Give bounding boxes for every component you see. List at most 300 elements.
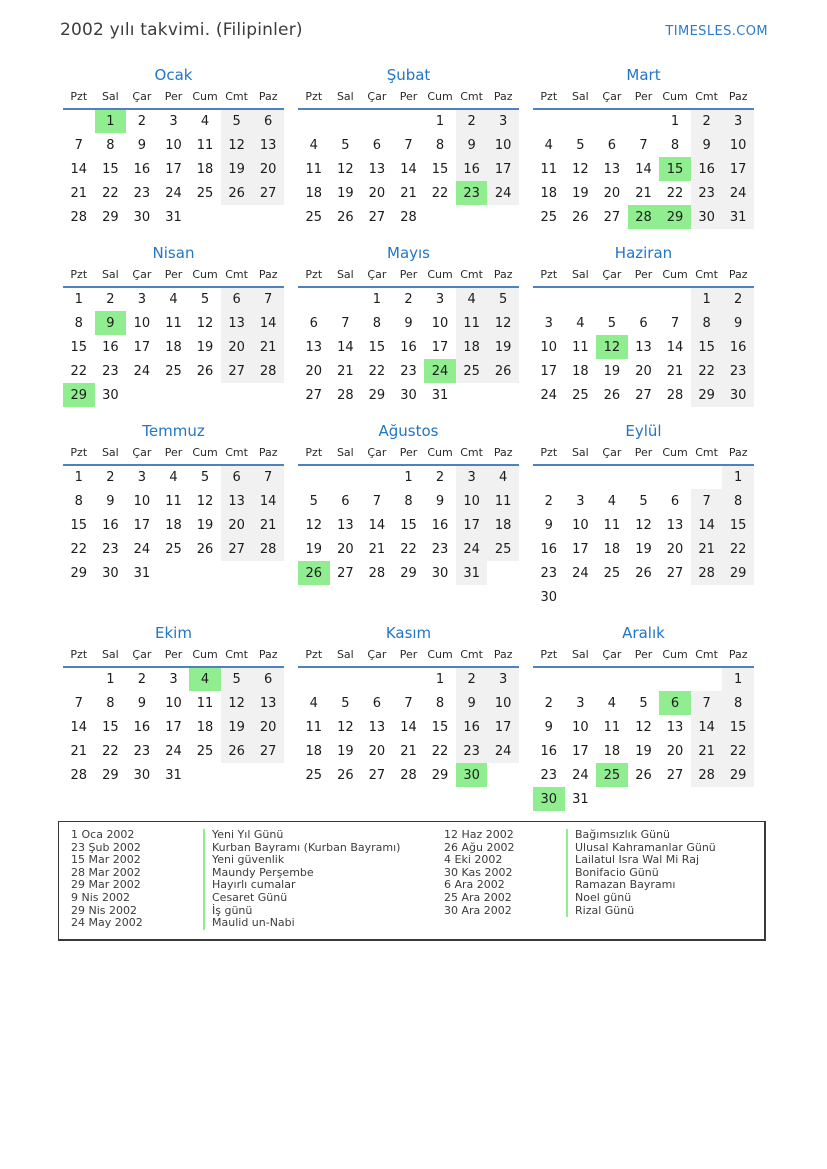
day-cell: 5 — [341, 137, 350, 153]
day-cell: 13 — [221, 311, 253, 335]
weekday-header: Cmt — [691, 268, 723, 287]
empty-cell — [252, 383, 284, 407]
day-cell: 29 — [63, 383, 95, 407]
day-cell: 13 — [603, 161, 621, 177]
day-cell: 24 — [165, 185, 182, 201]
weekday-header: Çar — [596, 90, 628, 109]
empty-cell — [158, 561, 190, 585]
day-cell: 29 — [400, 565, 417, 581]
month-ekim — [63, 624, 284, 787]
day-cell: 13 — [666, 517, 684, 533]
day-cell: 26 — [337, 209, 354, 225]
month-ağustos — [298, 422, 519, 585]
day-cell: 8 — [106, 695, 115, 711]
day-cell: 14 — [691, 513, 723, 537]
holiday-name: Lailatul Isra Wal Mi Raj — [566, 854, 699, 867]
day-cell: 18 — [603, 743, 621, 759]
day-cell: 12 — [572, 161, 589, 177]
day-cell: 28 — [691, 763, 723, 787]
weekday-header: Çar — [361, 446, 393, 465]
weekday-header: Paz — [252, 446, 284, 465]
month-title: Aralık — [622, 624, 665, 642]
day-cell: 16 — [102, 517, 119, 533]
empty-cell — [565, 585, 597, 609]
day-cell: 14 — [70, 161, 88, 177]
day-cell: 17 — [722, 157, 754, 181]
day-cell: 23 — [431, 541, 449, 557]
empty-cell — [487, 383, 519, 407]
holiday-date: 4 Eki 2002 — [444, 853, 503, 867]
month-title: Eylül — [625, 422, 662, 440]
day-cell: 30 — [691, 205, 723, 229]
day-cell: 24 — [456, 537, 488, 561]
day-cell: 25 — [196, 743, 214, 759]
month-şubat — [298, 66, 519, 229]
day-cell: 25 — [540, 209, 558, 225]
day-cell: 30 — [102, 565, 119, 581]
empty-cell — [330, 109, 362, 133]
site-link[interactable]: TIMESLES.COM — [665, 24, 768, 39]
day-cell: 6 — [341, 493, 350, 509]
day-cell: 16 — [722, 335, 754, 359]
empty-cell — [628, 287, 660, 311]
holiday-row — [444, 905, 716, 918]
day-cell: 5 — [639, 695, 648, 711]
day-cell: 24 — [424, 359, 456, 383]
day-cell: 6 — [252, 667, 284, 691]
day-cell: 5 — [221, 667, 253, 691]
weekday-header: Cmt — [221, 90, 253, 109]
day-cell: 12 — [635, 719, 652, 735]
day-cell: 26 — [221, 181, 253, 205]
day-cell: 9 — [106, 493, 115, 509]
day-cell: 31 — [722, 205, 754, 229]
day-cell: 18 — [305, 743, 323, 759]
day-cell: 18 — [456, 335, 488, 359]
day-cell: 17 — [572, 743, 589, 759]
day-cell: 25 — [305, 767, 323, 783]
empty-cell — [456, 383, 488, 407]
month-grid — [298, 446, 519, 585]
holiday-row — [71, 829, 444, 842]
month-kasım — [298, 624, 519, 787]
day-cell: 20 — [368, 185, 386, 201]
weekday-header: Cum — [189, 446, 221, 465]
day-cell: 27 — [252, 181, 284, 205]
day-cell: 16 — [102, 339, 119, 355]
day-cell: 4 — [576, 315, 585, 331]
day-cell: 9 — [435, 493, 445, 509]
day-cell: 10 — [487, 133, 519, 157]
day-cell: 2 — [544, 493, 553, 509]
weekday-header: Per — [158, 648, 190, 667]
month-title: Ekim — [155, 624, 192, 642]
month-grid — [63, 446, 284, 585]
day-cell: 14 — [635, 161, 652, 177]
empty-cell — [361, 109, 393, 133]
day-cell: 2 — [137, 114, 147, 129]
empty-cell — [659, 465, 691, 489]
day-cell: 28 — [691, 561, 723, 585]
day-cell: 4 — [487, 465, 519, 489]
weekday-header: Per — [628, 446, 660, 465]
day-cell: 12 — [221, 691, 253, 715]
day-cell: 15 — [102, 161, 119, 177]
day-cell: 26 — [196, 541, 214, 557]
weekday-header: Cmt — [691, 446, 723, 465]
empty-cell — [659, 787, 691, 811]
month-title: Şubat — [386, 66, 431, 84]
weekday-header: Cum — [424, 648, 456, 667]
month-title: Kasım — [385, 624, 432, 642]
day-cell: 28 — [400, 209, 417, 225]
day-cell: 6 — [372, 695, 382, 711]
empty-cell — [628, 667, 660, 691]
day-cell: 12 — [196, 315, 214, 331]
holiday-name: Yeni güvenlik — [203, 854, 284, 867]
day-cell: 12 — [337, 161, 354, 177]
empty-cell — [252, 561, 284, 585]
day-cell: 18 — [487, 513, 519, 537]
day-cell: 20 — [666, 541, 684, 557]
day-cell: 8 — [435, 695, 445, 711]
day-cell: 3 — [435, 292, 445, 307]
day-cell: 28 — [337, 387, 354, 403]
empty-cell — [221, 383, 253, 407]
weekday-header: Per — [393, 648, 425, 667]
day-cell: 24 — [572, 565, 589, 581]
empty-cell — [126, 383, 158, 407]
weekday-header: Sal — [95, 648, 127, 667]
day-cell: 9 — [544, 719, 553, 735]
day-cell: 31 — [456, 561, 488, 585]
day-cell: 9 — [404, 315, 413, 331]
month-temmuz — [63, 422, 284, 585]
day-cell: 17 — [540, 363, 558, 379]
weekday-header: Paz — [252, 648, 284, 667]
day-cell: 16 — [540, 541, 558, 557]
day-cell: 1 — [691, 287, 723, 311]
weekday-header: Sal — [95, 90, 127, 109]
month-ocak — [63, 66, 284, 229]
day-cell: 8 — [691, 311, 723, 335]
day-cell: 18 — [540, 185, 558, 201]
day-cell: 1 — [404, 470, 413, 485]
weekday-header: Per — [158, 90, 190, 109]
day-cell: 29 — [722, 763, 754, 787]
day-cell: 6 — [309, 315, 318, 331]
day-cell: 23 — [456, 739, 488, 763]
day-cell: 14 — [400, 161, 417, 177]
day-cell: 4 — [456, 287, 488, 311]
day-cell: 7 — [670, 315, 680, 331]
day-cell: 2 — [106, 470, 115, 485]
day-cell: 1 — [722, 465, 754, 489]
day-cell: 3 — [722, 109, 754, 133]
month-title: Ağustos — [378, 422, 439, 440]
day-cell: 27 — [635, 387, 652, 403]
day-cell: 2 — [435, 470, 445, 485]
legend-group — [71, 829, 444, 930]
day-cell: 10 — [133, 315, 151, 331]
day-cell: 31 — [165, 767, 182, 783]
day-cell: 3 — [487, 109, 519, 133]
day-cell: 15 — [368, 339, 386, 355]
day-cell: 22 — [431, 185, 449, 201]
weekday-header: Sal — [330, 648, 362, 667]
day-cell: 10 — [572, 719, 589, 735]
weekday-header: Per — [393, 90, 425, 109]
holiday-row — [71, 917, 444, 930]
weekday-header: Cmt — [456, 446, 488, 465]
holiday-date: 1 Oca 2002 — [71, 828, 135, 841]
day-cell: 31 — [165, 209, 182, 225]
day-cell: 21 — [252, 513, 284, 537]
weekday-header: Paz — [722, 446, 754, 465]
day-cell: 20 — [221, 513, 253, 537]
day-cell: 5 — [200, 470, 210, 485]
empty-cell — [298, 667, 330, 691]
day-cell: 13 — [305, 339, 323, 355]
month-grid — [298, 648, 519, 787]
day-cell: 31 — [133, 565, 151, 581]
day-cell: 27 — [252, 739, 284, 763]
day-cell: 18 — [603, 541, 621, 557]
day-cell: 22 — [722, 537, 754, 561]
month-nisan — [63, 244, 284, 407]
empty-cell — [393, 667, 425, 691]
empty-cell — [628, 585, 660, 609]
day-cell: 4 — [309, 695, 318, 711]
day-cell: 6 — [639, 315, 648, 331]
day-cell: 13 — [635, 339, 652, 355]
day-cell: 15 — [102, 719, 119, 735]
empty-cell — [565, 667, 597, 691]
day-cell: 25 — [165, 541, 182, 557]
day-cell: 15 — [431, 719, 449, 735]
weekday-header: Cmt — [456, 648, 488, 667]
day-cell: 9 — [722, 311, 754, 335]
holiday-name: Hayırlı cumalar — [203, 879, 296, 892]
day-cell: 15 — [431, 161, 449, 177]
day-cell: 19 — [305, 541, 323, 557]
day-cell: 15 — [691, 335, 723, 359]
month-grid — [533, 446, 754, 609]
holiday-row — [71, 854, 444, 867]
weekday-header: Cum — [424, 446, 456, 465]
day-cell: 11 — [603, 719, 621, 735]
day-cell: 11 — [165, 493, 182, 509]
day-cell: 29 — [70, 565, 88, 581]
day-cell: 11 — [305, 719, 323, 735]
day-cell: 28 — [628, 205, 660, 229]
day-cell: 16 — [133, 719, 151, 735]
day-cell: 27 — [666, 565, 684, 581]
weekday-header: Çar — [596, 446, 628, 465]
day-cell: 24 — [487, 181, 519, 205]
holiday-name: Ulusal Kahramanlar Günü — [566, 842, 716, 855]
holiday-date: 6 Ara 2002 — [444, 878, 505, 892]
day-cell: 18 — [196, 161, 214, 177]
day-cell: 17 — [456, 513, 488, 537]
empty-cell — [596, 667, 628, 691]
day-cell: 26 — [603, 387, 621, 403]
day-cell: 27 — [666, 767, 684, 783]
empty-cell — [565, 465, 597, 489]
day-cell: 11 — [540, 161, 558, 177]
day-cell: 17 — [133, 517, 151, 533]
day-cell: 10 — [540, 339, 558, 355]
weekday-header: Cum — [189, 268, 221, 287]
weekday-header: Sal — [330, 268, 362, 287]
day-cell: 22 — [400, 541, 417, 557]
empty-cell — [659, 287, 691, 311]
day-cell: 19 — [221, 715, 253, 739]
day-cell: 21 — [368, 541, 386, 557]
empty-cell — [158, 383, 190, 407]
day-cell: 14 — [691, 715, 723, 739]
day-cell: 8 — [435, 137, 445, 153]
holiday-name: Maundy Perşembe — [203, 867, 314, 880]
weekday-header: Pzt — [533, 648, 565, 667]
day-cell: 30 — [400, 387, 417, 403]
weekday-header: Pzt — [533, 268, 565, 287]
weekday-header: Sal — [565, 446, 597, 465]
holiday-date: 30 Ara 2002 — [444, 903, 512, 917]
day-cell: 7 — [691, 489, 723, 513]
day-cell: 2 — [722, 287, 754, 311]
day-cell: 16 — [400, 339, 417, 355]
day-cell: 18 — [165, 339, 182, 355]
holiday-row — [444, 854, 716, 867]
day-cell: 8 — [74, 493, 83, 509]
day-cell: 7 — [639, 137, 648, 153]
month-grid — [63, 90, 284, 229]
empty-cell — [393, 109, 425, 133]
day-cell: 17 — [165, 719, 182, 735]
day-cell: 4 — [544, 137, 553, 153]
month-title: Mayıs — [387, 244, 430, 262]
weekday-header: Paz — [487, 268, 519, 287]
weekday-header: Çar — [126, 648, 158, 667]
weekday-header: Cmt — [456, 268, 488, 287]
day-cell: 19 — [603, 363, 621, 379]
weekday-header: Per — [628, 90, 660, 109]
day-cell: 29 — [431, 767, 449, 783]
holiday-row — [444, 829, 716, 842]
day-cell: 1 — [670, 114, 680, 129]
day-cell: 5 — [639, 493, 648, 509]
day-cell: 21 — [70, 185, 88, 201]
month-grid — [533, 648, 754, 811]
day-cell: 23 — [540, 767, 558, 783]
day-cell: 6 — [670, 493, 680, 509]
empty-cell — [722, 787, 754, 811]
day-cell: 11 — [572, 339, 589, 355]
holiday-name: Maulid un-Nabi — [203, 917, 295, 930]
day-cell: 19 — [635, 541, 652, 557]
day-cell: 6 — [659, 691, 691, 715]
day-cell: 12 — [596, 335, 628, 359]
empty-cell — [361, 465, 393, 489]
month-grid — [298, 268, 519, 407]
weekday-header: Per — [628, 648, 660, 667]
holiday-row — [444, 892, 716, 905]
day-cell: 22 — [368, 363, 386, 379]
day-cell: 30 — [133, 767, 151, 783]
day-cell: 17 — [431, 339, 449, 355]
day-cell: 27 — [603, 209, 621, 225]
day-cell: 22 — [102, 743, 119, 759]
day-cell: 25 — [596, 763, 628, 787]
month-title: Ocak — [154, 66, 193, 84]
weekday-header: Cmt — [221, 648, 253, 667]
day-cell: 1 — [74, 292, 83, 307]
month-title: Temmuz — [142, 422, 205, 440]
weekday-header: Cum — [659, 268, 691, 287]
day-cell: 13 — [368, 161, 386, 177]
day-cell: 3 — [456, 465, 488, 489]
empty-cell — [424, 205, 456, 229]
empty-cell — [628, 465, 660, 489]
empty-cell — [330, 287, 362, 311]
day-cell: 20 — [221, 335, 253, 359]
day-cell: 16 — [456, 157, 488, 181]
holiday-date: 29 Mar 2002 — [71, 878, 141, 892]
empty-cell — [628, 787, 660, 811]
day-cell: 20 — [635, 363, 652, 379]
day-cell: 14 — [252, 489, 284, 513]
weekday-header: Per — [158, 268, 190, 287]
day-cell: 28 — [400, 767, 417, 783]
day-cell: 10 — [487, 691, 519, 715]
day-cell: 25 — [165, 363, 182, 379]
holiday-name: Ramazan Bayramı — [566, 879, 675, 892]
weekday-header: Pzt — [298, 648, 330, 667]
day-cell: 11 — [456, 311, 488, 335]
day-cell: 27 — [221, 537, 253, 561]
day-cell: 20 — [603, 185, 621, 201]
day-cell: 15 — [70, 517, 88, 533]
day-cell: 14 — [368, 517, 386, 533]
day-cell: 12 — [337, 719, 354, 735]
month-eylül — [533, 422, 754, 609]
day-cell: 19 — [487, 335, 519, 359]
day-cell: 4 — [607, 695, 617, 711]
weekday-header: Çar — [361, 90, 393, 109]
empty-cell — [533, 287, 565, 311]
day-cell: 1 — [435, 672, 445, 687]
day-cell: 19 — [196, 517, 214, 533]
day-cell: 21 — [691, 537, 723, 561]
day-cell: 27 — [368, 209, 386, 225]
day-cell: 12 — [305, 517, 323, 533]
weekday-header: Paz — [252, 90, 284, 109]
day-cell: 3 — [576, 695, 585, 711]
day-cell: 7 — [74, 695, 83, 711]
day-cell: 24 — [133, 541, 151, 557]
empty-cell — [298, 465, 330, 489]
day-cell: 7 — [404, 137, 413, 153]
day-cell: 8 — [74, 315, 83, 331]
day-cell: 16 — [456, 715, 488, 739]
day-cell: 8 — [404, 493, 413, 509]
day-cell: 25 — [487, 537, 519, 561]
day-cell: 31 — [572, 791, 589, 807]
day-cell: 7 — [691, 691, 723, 715]
weekday-header: Cum — [659, 648, 691, 667]
day-cell: 14 — [70, 719, 88, 735]
